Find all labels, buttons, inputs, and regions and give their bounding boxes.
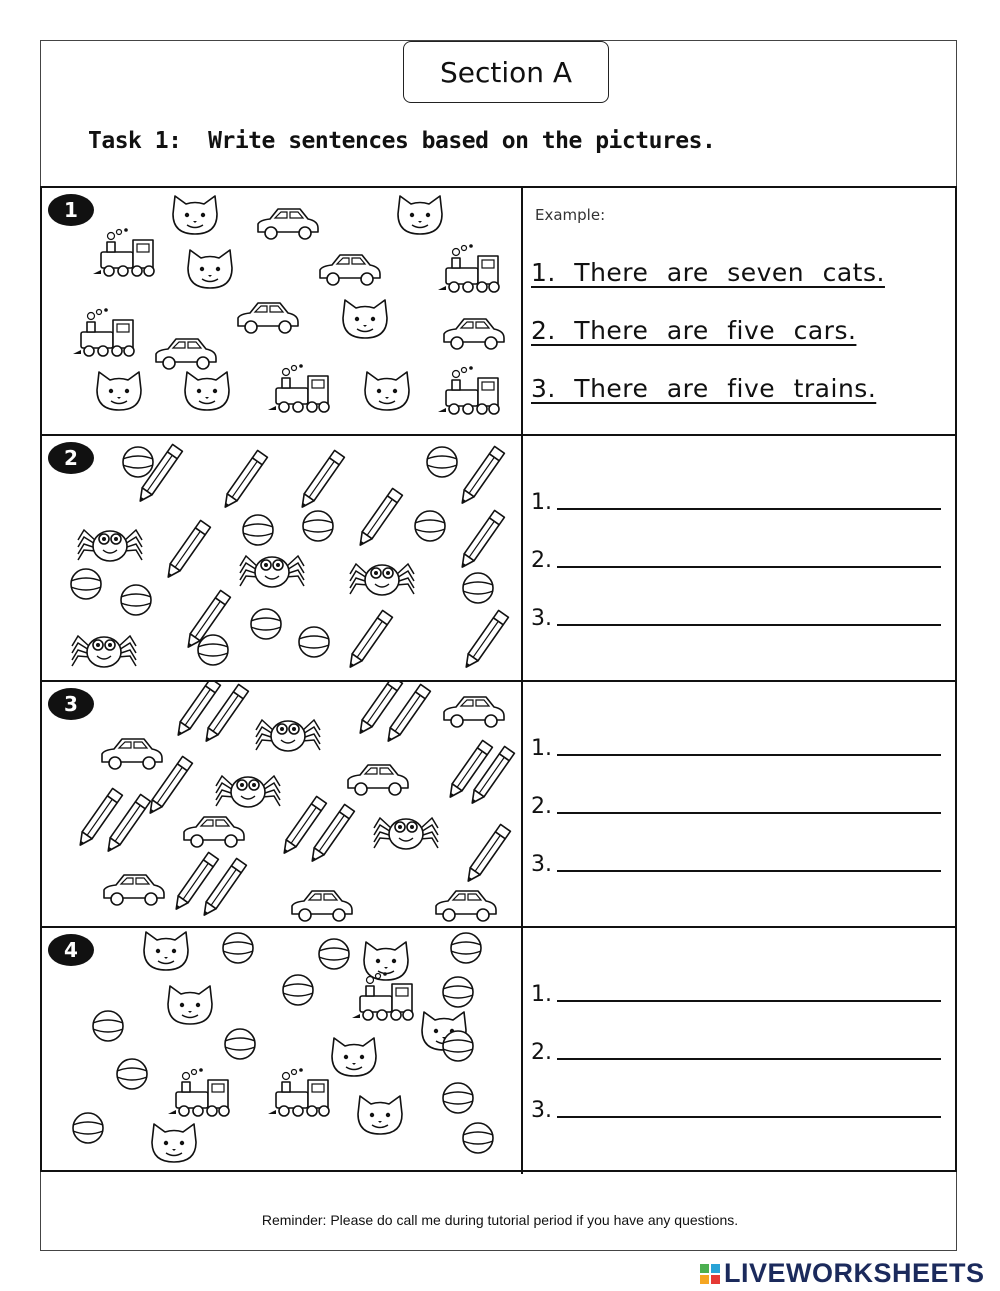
ball-picture	[73, 1113, 103, 1143]
ball-picture	[198, 635, 228, 665]
cat-picture	[168, 986, 212, 1024]
answer-cell-4	[525, 928, 955, 1174]
pencil-picture	[163, 520, 210, 580]
exercise-row-4	[42, 926, 955, 1174]
train-picture	[168, 1068, 229, 1116]
pencil-picture	[463, 824, 510, 884]
car-picture	[156, 339, 216, 369]
car-picture	[444, 319, 504, 349]
spider-picture	[256, 720, 320, 751]
ball-picture	[225, 1029, 255, 1059]
car-picture	[320, 255, 380, 285]
spider-picture	[216, 776, 280, 807]
answer-line-2[interactable]	[531, 548, 941, 573]
cat-picture	[152, 1124, 196, 1162]
train-picture	[438, 244, 499, 292]
spider-picture	[374, 818, 438, 849]
ball-picture	[427, 447, 457, 477]
picture-group-2	[42, 436, 521, 680]
pencil-picture	[297, 450, 344, 510]
spider-picture	[350, 564, 414, 595]
train-picture	[93, 228, 154, 276]
example-sentence-2: 2. There are five cars.	[531, 316, 857, 345]
task-instruction: Task 1: Write sentences based on the pictures.	[88, 128, 716, 154]
cat-picture	[144, 932, 188, 970]
picture-group-1	[42, 188, 521, 432]
number-badge: 3	[48, 688, 94, 720]
ball-picture	[319, 939, 349, 969]
ball-picture	[93, 1011, 123, 1041]
car-picture	[184, 817, 244, 847]
car-picture	[102, 739, 162, 769]
picture-cell-4	[42, 928, 523, 1174]
pencil-picture	[345, 610, 392, 670]
exercise-table	[40, 186, 957, 1172]
answer-cell-1	[525, 188, 955, 434]
logo-mark-icon	[700, 1264, 720, 1284]
logo-square	[711, 1264, 720, 1273]
car-picture	[444, 697, 504, 727]
write-line[interactable]	[557, 1057, 941, 1060]
liveworksheets-logo[interactable]	[700, 1258, 985, 1289]
line-number: 2.	[531, 548, 552, 573]
line-number: 1.	[531, 490, 552, 515]
ball-picture	[463, 573, 493, 603]
brand-name: LIVEWORKSHEETS	[724, 1258, 985, 1288]
write-line[interactable]	[557, 811, 941, 814]
spider-picture	[72, 636, 136, 667]
example-sentence-3: 3. There are five trains.	[531, 374, 877, 403]
picture-cell-1	[42, 188, 523, 434]
cat-picture	[332, 1038, 376, 1076]
spider-picture	[240, 556, 304, 587]
ball-picture	[299, 627, 329, 657]
ball-picture	[71, 569, 101, 599]
write-line[interactable]	[557, 753, 941, 756]
cat-picture	[358, 1096, 402, 1134]
train-picture	[73, 308, 134, 356]
ball-picture	[117, 1059, 147, 1089]
ball-picture	[451, 933, 481, 963]
line-number: 1.	[531, 736, 552, 761]
write-line[interactable]	[557, 1115, 941, 1118]
number-badge: 1	[48, 194, 94, 226]
exercise-row-1	[42, 188, 955, 434]
ball-picture	[123, 447, 153, 477]
train-picture	[268, 1068, 329, 1116]
car-picture	[348, 765, 408, 795]
cat-picture	[343, 300, 387, 338]
ball-picture	[443, 1083, 473, 1113]
ball-picture	[463, 1123, 493, 1153]
example-sentence-1: 1. There are seven cats.	[531, 258, 885, 287]
train-picture	[268, 364, 329, 412]
pencil-picture	[457, 510, 504, 570]
write-line[interactable]	[557, 507, 941, 510]
number-badge: 4	[48, 934, 94, 966]
ball-picture	[303, 511, 333, 541]
car-picture	[238, 303, 298, 333]
answer-line-2[interactable]	[531, 794, 941, 819]
answer-line-1[interactable]	[531, 736, 941, 761]
ball-picture	[283, 975, 313, 1005]
line-number: 2.	[531, 1040, 552, 1065]
write-line[interactable]	[557, 999, 941, 1002]
answer-line-2[interactable]	[531, 1040, 941, 1065]
exercise-row-2	[42, 434, 955, 682]
logo-square	[700, 1264, 709, 1273]
write-line[interactable]	[557, 869, 941, 872]
train-picture	[438, 366, 499, 414]
ball-picture	[121, 585, 151, 615]
cat-picture	[398, 196, 442, 234]
line-number: 3.	[531, 1098, 552, 1123]
picture-cell-2	[42, 436, 523, 682]
car-picture	[104, 875, 164, 905]
write-line[interactable]	[557, 565, 941, 568]
example-label: Example:	[535, 206, 606, 224]
ball-picture	[223, 933, 253, 963]
ball-picture	[443, 977, 473, 1007]
line-number: 3.	[531, 606, 552, 631]
line-number: 1.	[531, 982, 552, 1007]
pencil-picture	[220, 450, 267, 510]
logo-square	[700, 1275, 709, 1284]
ball-picture	[443, 1031, 473, 1061]
answer-cell-2	[525, 436, 955, 682]
answer-line-3[interactable]	[531, 1098, 941, 1123]
ball-picture	[415, 511, 445, 541]
cat-picture	[365, 372, 409, 410]
picture-group-4	[42, 928, 521, 1172]
picture-group-3	[42, 682, 521, 926]
reminder-note: Reminder: Please do call me during tutorial period if you have any questions.	[261, 1212, 739, 1228]
write-line[interactable]	[557, 623, 941, 626]
answer-line-1[interactable]	[531, 490, 941, 515]
pencil-picture	[457, 446, 504, 506]
ball-picture	[243, 515, 273, 545]
ball-picture	[251, 609, 281, 639]
pencil-picture	[355, 488, 402, 548]
car-picture	[292, 891, 352, 921]
answer-line-1[interactable]	[531, 982, 941, 1007]
logo-square	[711, 1275, 720, 1284]
spider-picture	[78, 530, 142, 561]
picture-cell-3	[42, 682, 523, 928]
answer-line-3[interactable]	[531, 606, 941, 631]
cat-picture	[188, 250, 232, 288]
answer-line-3[interactable]	[531, 852, 941, 877]
car-picture	[258, 209, 318, 239]
line-number: 2.	[531, 794, 552, 819]
pencil-picture	[461, 610, 508, 670]
car-picture	[436, 891, 496, 921]
cat-picture	[173, 196, 217, 234]
line-number: 3.	[531, 852, 552, 877]
exercise-row-3	[42, 680, 955, 928]
number-badge: 2	[48, 442, 94, 474]
section-title: Section A	[403, 41, 609, 103]
cat-picture	[185, 372, 229, 410]
cat-picture	[97, 372, 141, 410]
answer-cell-3	[525, 682, 955, 928]
